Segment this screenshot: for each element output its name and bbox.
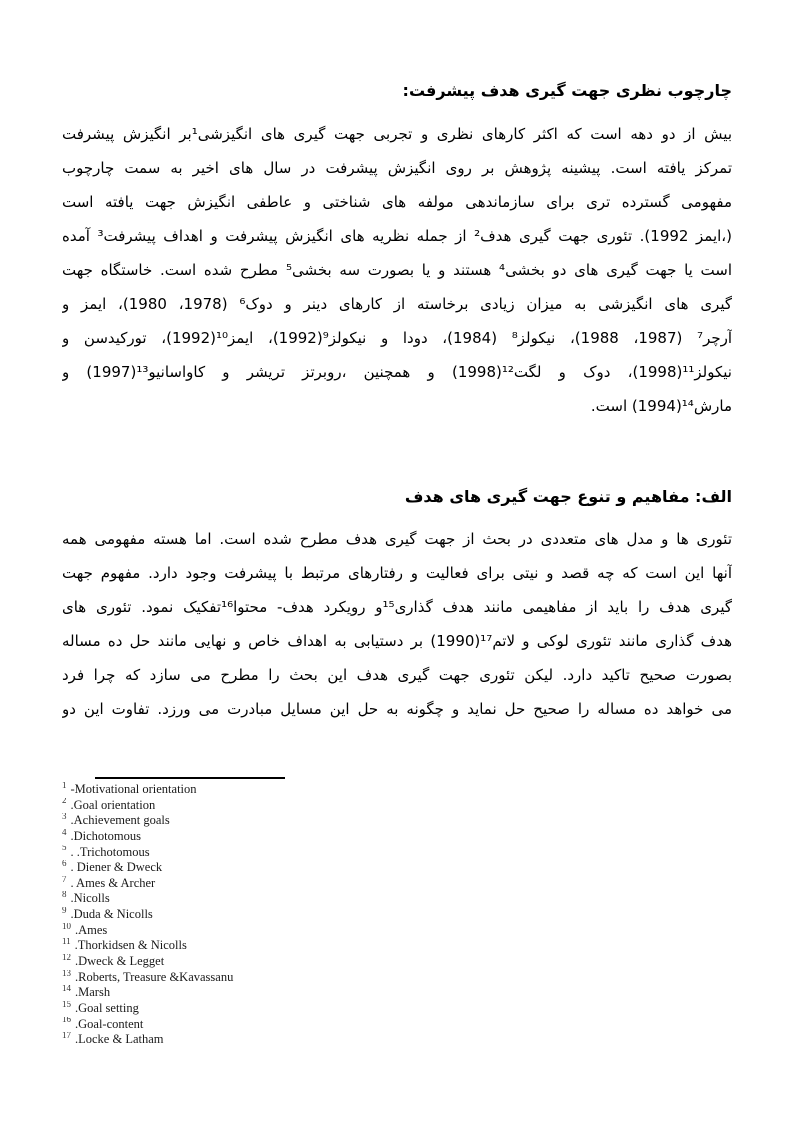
footnote-item <box>62 1032 732 1048</box>
footnote-marker: 13 <box>62 969 71 978</box>
paragraph-line: مارش¹⁴(1994) است. <box>590 397 732 415</box>
footnote-text: .Marsh <box>75 985 111 1000</box>
footnote-text: .Nicolls <box>70 891 110 906</box>
paragraph-line: گیری های انگیزشی به میزان زیادی برخاسته از کارهای دینر و دوک⁶ (1978، 1980)، ایمز و <box>62 295 732 313</box>
paragraph-line: مفهومی گسترده تری برای سازماندهی مولفه های شناختی و عاطفی انگیزش جهت یافته است <box>62 193 732 211</box>
footnote-item <box>62 876 732 892</box>
footnote-separator-line <box>95 777 285 779</box>
paragraph-line: می خواهد ده مساله را صحیح حل نماید و چگونه به حل این مسایل مبادرت می ورزد. تفاوت این دو <box>62 700 732 718</box>
footnote-marker: 5 <box>62 844 67 853</box>
paragraph-concepts <box>62 522 732 726</box>
paragraph-line: تئوری ها و مدل های متعددی در بحث از جهت گیری هدف مطرح شده است. اما هسته مفهومی همه <box>62 530 732 548</box>
paragraph-line: گیری هدف را باید از مفاهیمی مانند هدف گذاری¹⁵و رویکرد هدف- محتوا¹⁶تفکیک نمود. تئوری های <box>62 598 732 616</box>
paragraph-line: (،ایمز 1992). تئوری جهت گیری هدف² از جمله نظریه های انگیزش پیشرفت و اهداف پیشرفت³ آمده <box>62 227 732 245</box>
footnote-text: .Goal setting <box>75 1000 139 1015</box>
footnote-text: . Diener & Dweck <box>70 860 163 875</box>
footnote-text: . .Trichotomous <box>70 844 150 859</box>
footnote-marker: 6 <box>62 860 67 869</box>
footnote-text: . Ames & Archer <box>70 875 156 890</box>
footnote-marker: 11 <box>62 938 71 947</box>
paragraph-line: بیش از دو دهه است که اکثر کارهای نظری و تجربی جهت گیری های انگیزشی¹بر انگیزش پیشرفت <box>62 125 732 143</box>
footnote-text: .Thorkidsen & Nicolls <box>74 938 187 953</box>
footnote-item <box>62 938 732 954</box>
footnote-marker: 7 <box>62 875 67 884</box>
section-heading-theoretical-framework: چارچوب نظری جهت گیری هدف پیشرفت: <box>402 81 732 100</box>
footnote-item <box>62 860 732 876</box>
footnote-marker: 14 <box>62 985 71 994</box>
footnote-marker: 8 <box>62 891 67 900</box>
footnote-marker: 4 <box>62 828 67 837</box>
footnote-text: .Ames <box>75 922 108 937</box>
footnote-marker: 10 <box>62 922 71 931</box>
footnote-item <box>62 891 732 907</box>
paragraph-line: است یا جهت گیری های دو بخشی⁴ هستند و یا بصورت سه بخشی⁵ مطرح شده است. خاستگاه جهت <box>62 261 732 279</box>
footnote-item <box>62 782 732 798</box>
footnote-list <box>62 782 732 1048</box>
footnote-text: .Goal-content <box>75 1016 144 1031</box>
paragraph-line: آرچر⁷ (1987، 1988)، نیکولز⁸ (1984)، دودا و نیکولز⁹(1992)، ایمز¹⁰(1992)، تورکیدسن و <box>62 329 732 347</box>
footnote-text: .Locke & Latham <box>75 1032 164 1047</box>
footnote-item <box>62 907 732 923</box>
footnote-marker: 9 <box>62 907 67 915</box>
footnote-item <box>62 970 732 986</box>
paragraph-line: بصورت صحیح تاکید دارد. لیکن تئوری جهت گیری هدف این بحث را مطرح می سازد که چرا فرد <box>62 666 732 684</box>
paragraph-line: تمرکز یافته است. پیشینه پژوهش بر روی انگیزش پیشرفت در سال های اخیر به سمت چارچوب <box>62 159 732 177</box>
footnote-item <box>62 845 732 861</box>
footnote-marker: 16 <box>62 1016 71 1025</box>
footnote-text: .Achievement goals <box>70 813 170 828</box>
paragraph-line: آنها این است که چه قصد و نیتی برای فعالیت و رفتارهای مرتبط با پیشرفت وجود دارد. مفهوم جهت <box>62 564 732 582</box>
footnote-item <box>62 1017 732 1033</box>
footnote-text: .Dweck & Legget <box>75 954 165 969</box>
footnote-item <box>62 954 732 970</box>
footnote-text: .Dichotomous <box>70 828 141 843</box>
footnote-item <box>62 985 732 1001</box>
paragraph-intro <box>62 117 732 423</box>
footnote-item <box>62 798 732 814</box>
footnote-item <box>62 813 732 829</box>
paragraph-line: نیکولز¹¹(1998)، دوک و لگت¹²(1998) و همچنین ،روبرتز تریشر و کاواسانیو¹³(1997) و <box>62 363 732 381</box>
paragraph-line: هدف گذاری مانند تئوری لوکی و لاتم¹⁷(1990) بر دستیابی به اهداف خاص و نهایی مانند حل ده مساله <box>62 632 732 650</box>
footnote-marker: 17 <box>62 1032 71 1041</box>
footnote-item <box>62 1001 732 1017</box>
footnote-marker: 1 <box>62 782 67 790</box>
footnote-item <box>62 923 732 939</box>
footnote-marker: 12 <box>62 954 71 962</box>
footnote-item <box>62 829 732 845</box>
footnote-marker: 2 <box>62 797 67 806</box>
footnote-marker: 3 <box>62 813 67 822</box>
footnote-marker: 15 <box>62 1000 71 1009</box>
footnote-text: .Roberts, Treasure &Kavassanu <box>75 969 234 984</box>
footnote-text: .Goal orientation <box>70 797 156 812</box>
section-heading-concepts-variety: الف: مفاهیم و تنوع جهت گیری های هدف <box>404 487 732 506</box>
footnote-text: -Motivational orientation <box>70 782 197 796</box>
footnote-text: .Duda & Nicolls <box>70 907 153 922</box>
